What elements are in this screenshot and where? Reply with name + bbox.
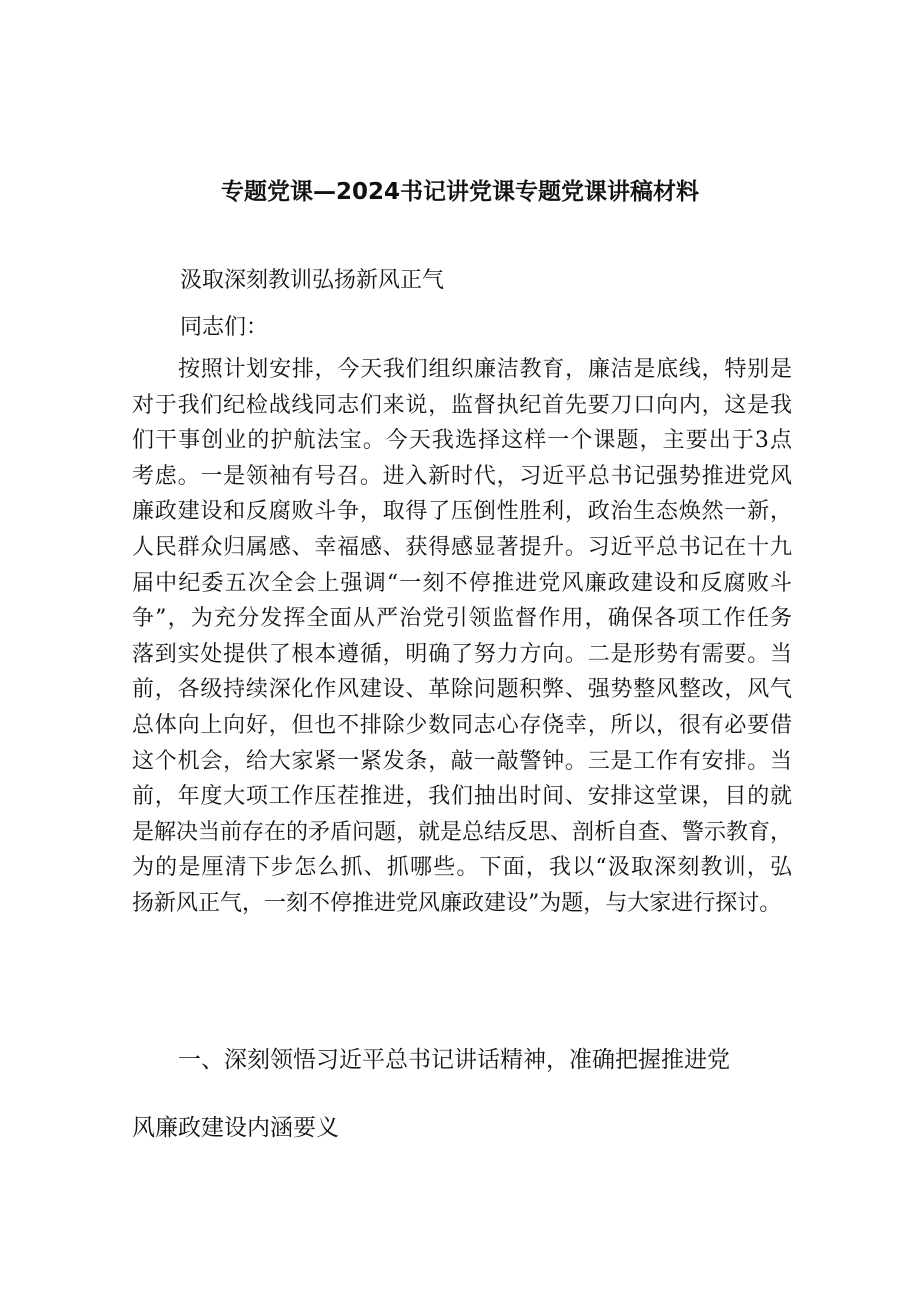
body-line: 是解决当前存在的矛盾问题，就是总结反思、剖析自查、警示教育， bbox=[132, 819, 792, 845]
body-line: 考虑。一是领袖有号召。进入新时代，习近平总书记强势推进党风 bbox=[132, 463, 792, 489]
document-subtitle: 汲取深刻教训弘扬新风正气 bbox=[180, 268, 445, 293]
body-line: 对于我们纪检战线同志们来说，监督执纪首先要刀口向内，这是我 bbox=[132, 392, 792, 418]
body-line: 人民群众归属感、幸福感、获得感显著提升。习近平总书记在十九 bbox=[132, 534, 792, 560]
body-line: 为的是厘清下步怎么抓、抓哪些。下面，我以“汲取深刻教训，弘 bbox=[132, 855, 792, 881]
body-line: 届中纪委五次全会上强调“一刻不停推进党风廉政建设和反腐败斗 bbox=[132, 570, 792, 596]
body-line: 这个机会，给大家紧一紧发条，敲一敲警钟。三是工作有安排。当 bbox=[132, 748, 792, 774]
body-line: 前，各级持续深化作风建设、革除问题积弊、强势整风整改，风气 bbox=[132, 677, 792, 703]
body-line: 前，年度大项工作压茬推进，我们抽出时间、安排这堂课，目的就 bbox=[132, 784, 792, 810]
document-title: 专题党课—2024书记讲党课专题党课讲稿材料 bbox=[220, 179, 699, 205]
body-line: 们干事创业的护航法宝。今天我选择这样一个课题，主要出于3点 bbox=[132, 428, 792, 454]
body-line: 落到实处提供了根本遵循，明确了努力方向。二是形势有需要。当 bbox=[132, 641, 792, 667]
body-line: 扬新风正气，一刻不停推进党风廉政建设”为题，与大家进行探讨。 bbox=[132, 890, 782, 916]
body-paragraph bbox=[132, 352, 792, 922]
section-heading-1-continued: 风廉政建设内涵要义 bbox=[132, 1115, 339, 1141]
section-heading-1: 一、深刻领悟习近平总书记讲话精神，准确把握推进党 bbox=[178, 1047, 730, 1073]
body-line: 争”，为充分发挥全面从严治党引领监督作用，确保各项工作任务 bbox=[132, 606, 792, 632]
body-line: 总体向上向好，但也不排除少数同志心存侥幸，所以，很有必要借 bbox=[132, 712, 792, 738]
body-line: 按照计划安排，今天我们组织廉洁教育，廉洁是底线，特别是 bbox=[178, 357, 792, 382]
salutation: 同志们： bbox=[180, 315, 269, 340]
body-line: 廉政建设和反腐败斗争，取得了压倒性胜利，政治生态焕然一新， bbox=[132, 499, 792, 525]
